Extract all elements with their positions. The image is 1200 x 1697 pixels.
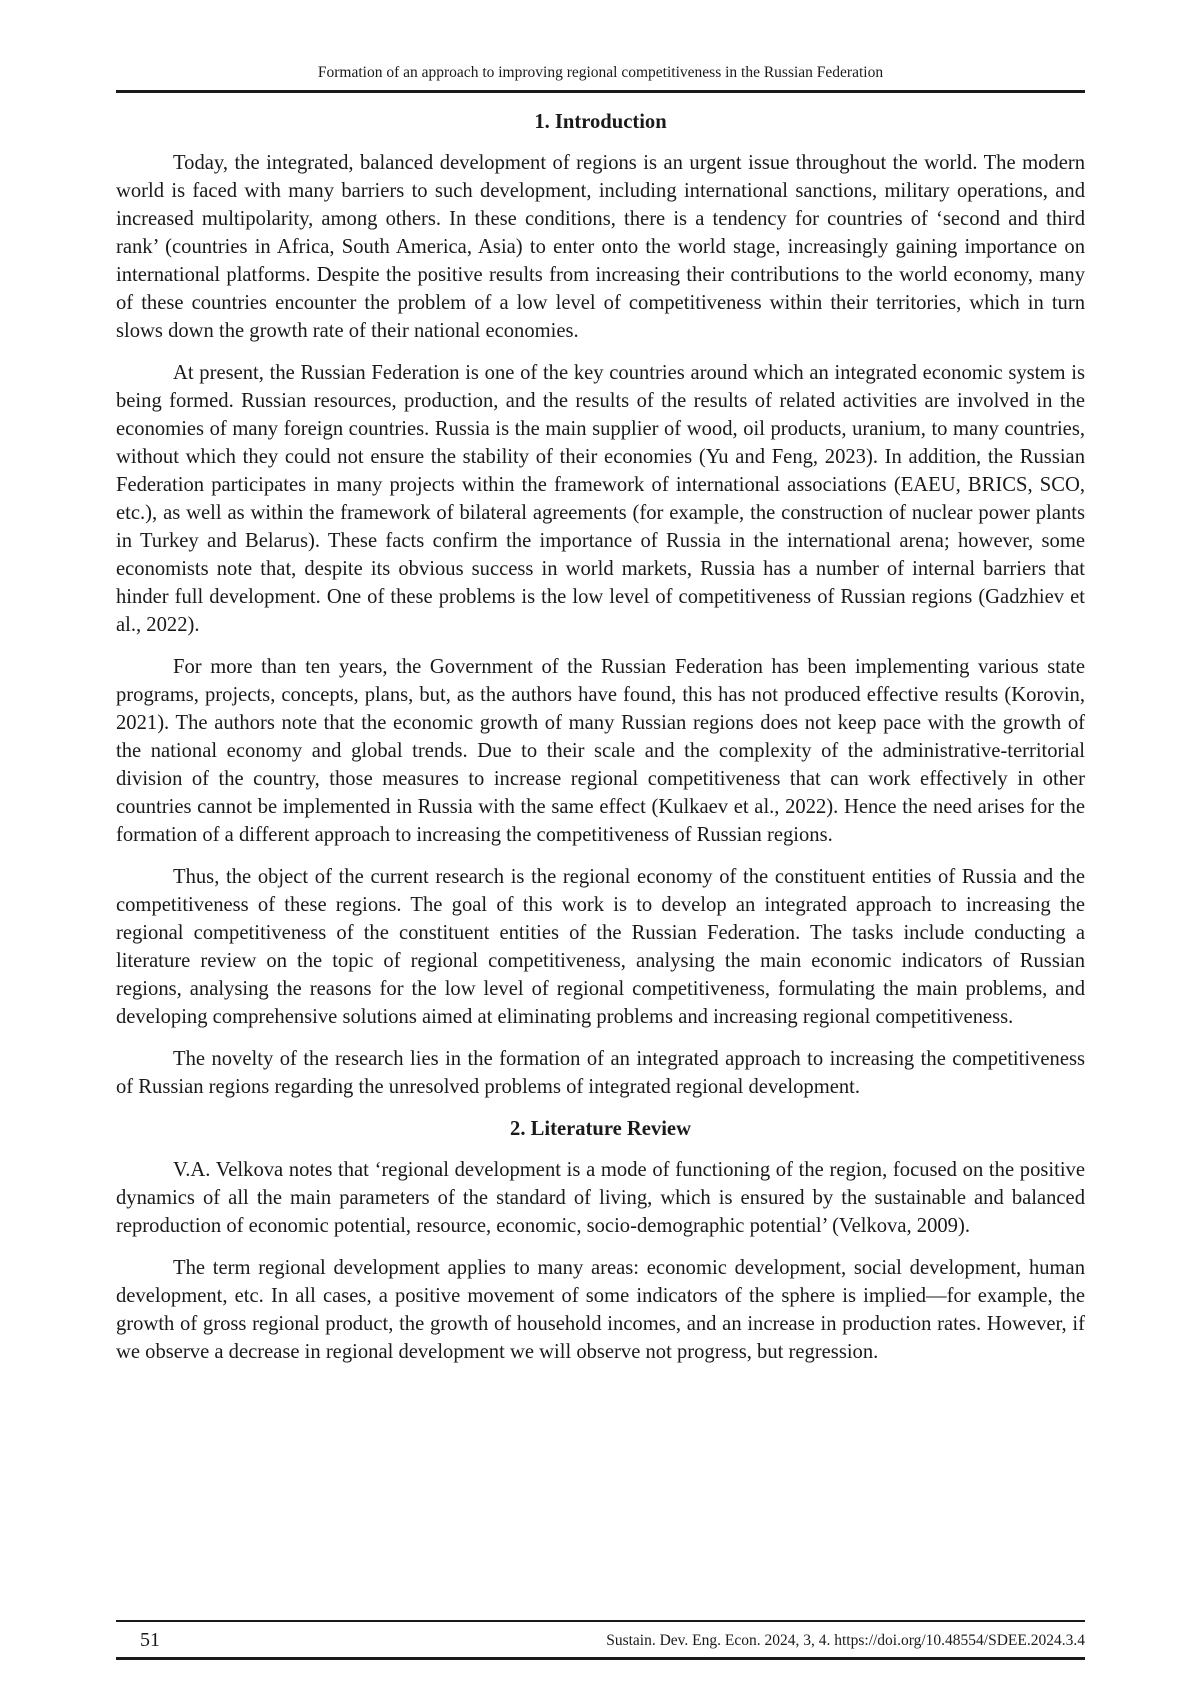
paragraph: At present, the Russian Federation is one of the key countries around which an integrated economic system is being formed. Russian resources, production, and the results of the results of related activities are involved in the economies of many foreign countries. Russia is the main supplier of wood, oil products, uranium, to many countries, without which they could not ensure the stability of their economies (Yu and Feng, 2023). In addition, the Russian Federation participates in many projects within the framework of international associations (EAEU, BRICS, SCO, etc.), as well as within the framework of bilateral agreements (for example, the construction of nuclear power plants in Turkey and Belarus). These facts confirm the importance of Russia in the international arena; however, some economists note that, despite its obvious success in world markets, Russia has a number of internal barriers that hinder full development. One of these problems is the low level of competitiveness of Russian regions (Gadzhiev et al., 2022). [116, 362, 1085, 636]
footer-rule-bottom [116, 1657, 1085, 1660]
paragraph: The term regional development applies to many areas: economic development, social development, human development, etc. In all cases, a positive movement of some indicators of the sphere is implied—for example, the growth of gross regional product, the growth of household incomes, and an increase in production rates. However, if we observe a decrease in regional development we will observe not progress, but regression. [116, 1257, 1085, 1363]
paragraph: Thus, the object of the current research is the regional economy of the constituent entities of Russia and the competitiveness of these regions. The goal of this work is to develop an integrated approach to increasing the regional competitiveness of the constituent entities of the Russian Federation. The tasks include conducting a literature review on the topic of regional competitiveness, analysing the main economic indicators of Russian regions, analysing the reasons for the low level of regional competitiveness, formulating the main problems, and developing comprehensive solutions aimed at eliminating problems and increasing regional competitiveness. [116, 866, 1085, 1028]
section-heading-literature-review: 2. Literature Review [510, 1118, 691, 1140]
journal-citation: Sustain. Dev. Eng. Econ. 2024, 3, 4. https://doi.org/10.48554/SDEE.2024.3.4 [606, 1632, 1085, 1649]
section-heading-introduction: 1. Introduction [534, 111, 667, 133]
paper-page [116, 0, 1085, 1697]
page-number: 51 [140, 1629, 160, 1651]
footer-rule-top [116, 1620, 1085, 1622]
paragraph: V.A. Velkova notes that ‘regional development is a mode of functioning of the region, focused on the positive dynamics of all the main parameters of the standard of living, which is ensured by the sustainable and balanced reproduction of economic potential, resource, economic, socio-demographic potential’ (Velkova, 2009). [116, 1159, 1085, 1237]
paragraph: For more than ten years, the Government of the Russian Federation has been implementing various state programs, projects, concepts, plans, but, as the authors have found, this has not produced effective results (Korovin, 2021). The authors note that the economic growth of many Russian regions does not keep pace with the growth of the national economy and global trends. Due to their scale and the complexity of the administrative-territorial division of the country, those measures to increase regional competitiveness that can work effectively in other countries cannot be implemented in Russia with the same effect (Kulkaev et al., 2022). Hence the need arises for the formation of a different approach to increasing the competitiveness of Russian regions. [116, 656, 1085, 846]
paragraph: Today, the integrated, balanced development of regions is an urgent issue throughout the world. The modern world is faced with many barriers to such development, including international sanctions, military operations, and increased multipolarity, among others. In these conditions, there is a tendency for countries of ‘second and third rank’ (countries in Africa, South America, Asia) to enter onto the world stage, increasingly gaining importance on international platforms. Despite the positive results from increasing their contributions to the world economy, many of these countries encounter the problem of a low level of competitiveness within their territories, which in turn slows down the growth rate of their national economies. [116, 152, 1085, 342]
article-body [116, 108, 1085, 1380]
header-rule [116, 90, 1085, 93]
paragraph: The novelty of the research lies in the formation of an integrated approach to increasing the competitiveness of Russian regions regarding the unresolved problems of integrated regional development. [116, 1048, 1085, 1098]
running-head: Formation of an approach to improving regional competitiveness in the Russian Federation [317, 64, 884, 81]
